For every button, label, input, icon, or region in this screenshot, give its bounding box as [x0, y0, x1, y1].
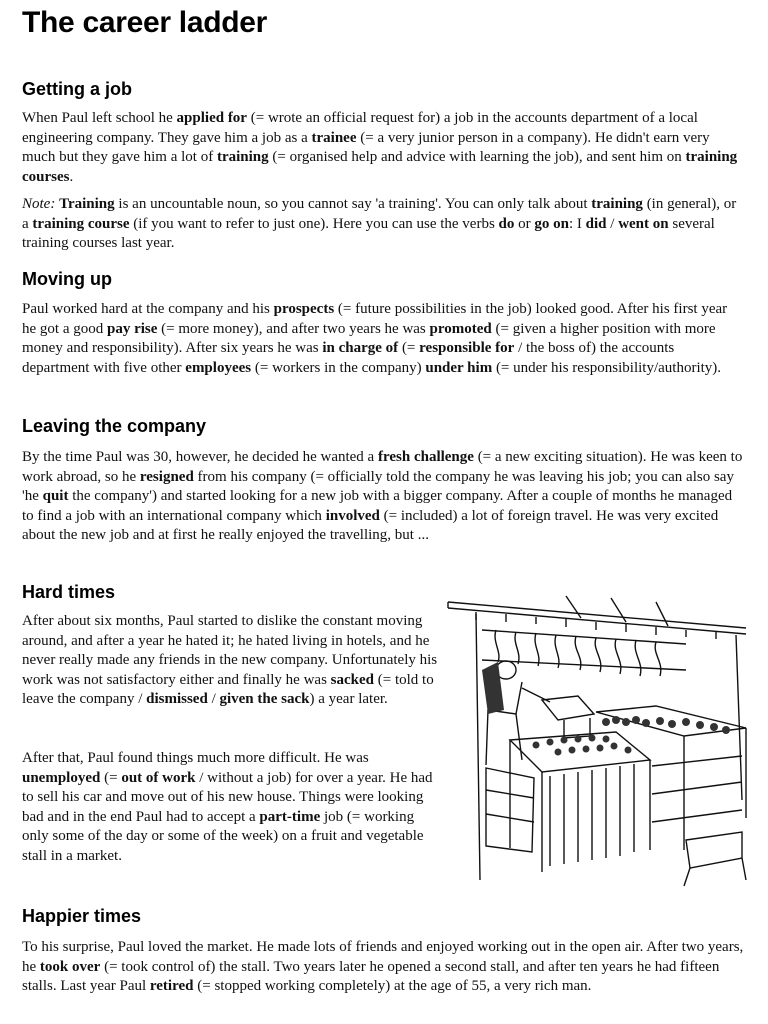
section-heading-moving-up: Moving up [22, 269, 112, 289]
key-term: training course [32, 215, 130, 232]
paragraph-hard-times-1 [22, 612, 442, 710]
key-term: Training [59, 196, 115, 212]
text-run: (= under his responsibility/authority). [492, 359, 722, 376]
text-run: (= given a higher position with more money and responsibility). After six years he was [22, 320, 716, 357]
text-run: ) a year later. [309, 691, 388, 708]
key-term: resigned [139, 468, 194, 485]
note-training [22, 195, 744, 254]
text-run: / [207, 691, 220, 708]
text-run: from his company (= officially told the company he was leaving his job; you can also say 'he [22, 468, 734, 505]
text-run: (= workers in the company) [251, 359, 426, 376]
key-term: go on [534, 215, 569, 232]
text-run: or [514, 215, 535, 232]
key-term: trainee [311, 129, 357, 146]
text-run: (if you want to refer to just one). Here you can use the verbs [129, 215, 499, 232]
text-run: After about six months, Paul started to dislike the constant moving around, and after a year he hated it; he hated living in hotels, and he never really made any friends in the new company. Unfortunately his work was not satisfactory either and finally he was [22, 613, 438, 688]
key-term: do [498, 215, 515, 232]
text-run: (= future possibilities in the job) looked good. After his first year he got a good [22, 301, 728, 337]
key-term: involved [325, 507, 380, 524]
key-term: promoted [429, 320, 492, 337]
key-term: out of work [121, 769, 196, 786]
text-run: is an uncountable noun, so you cannot say 'a training'. You can only talk about [114, 196, 592, 212]
paragraph-moving-up [22, 300, 744, 378]
text-run: (= took control of) the stall. Two years later he opened a second stall, and after ten years he had fifteen stalls. Last year Paul [22, 958, 720, 995]
text-run: Paul worked hard at the company and his [22, 301, 274, 317]
key-term: went on [618, 215, 669, 232]
text-run: After that, Paul found things much more difficult. He was [22, 750, 369, 766]
text-run: (= wrote an official request for) a job in the accounts department of a local engineering company. They gave him a job as a [22, 110, 698, 146]
key-term: dismissed [146, 691, 208, 708]
section-heading-getting-a-job: Getting a job [22, 79, 132, 99]
text-run: the company') and started looking for a new job with a bigger company. After a couple of months he managed to find a job with an international company which [22, 488, 733, 524]
text-run: When Paul left school he [22, 110, 177, 126]
paragraph-leaving-the-company [22, 448, 744, 546]
key-term: training [216, 149, 269, 166]
key-term: employees [185, 359, 252, 376]
key-term: pay rise [106, 320, 158, 337]
text-run: (in general), or a [22, 196, 737, 232]
key-term: fresh challenge [377, 449, 474, 465]
text-run: (= included) a lot of foreign travel. He was very excited about the new job and at first he really enjoyed the travelling, but ... [22, 507, 719, 544]
text-run: To his surprise, Paul loved the market. He made lots of friends and enjoyed working out in the open air. After two years, he [22, 939, 744, 975]
market-stall-illustration [446, 590, 758, 890]
note-label: Note: [22, 196, 56, 212]
key-term: training courses [22, 149, 738, 185]
text-run: (= organised help and advice with learning the job), and sent him on [268, 149, 686, 166]
key-term: unemployed [22, 769, 101, 786]
paragraph-getting-a-job [22, 109, 744, 187]
text-run: (= [398, 340, 420, 357]
text-run: : I [568, 215, 586, 232]
text-run: (= a very junior person in a company). He didn't earn very much but they gave him a lot of [22, 129, 710, 166]
text-run: (= a new exciting situation). He was keen to work abroad, so he [22, 449, 743, 485]
key-term: prospects [273, 301, 335, 317]
text-run: (= more money), and after two years he was [157, 320, 430, 337]
key-term: took over [39, 958, 101, 975]
text-run: . [69, 168, 74, 185]
text-run: (= [100, 769, 122, 786]
key-term: retired [149, 978, 194, 995]
key-term: in charge of [322, 340, 399, 357]
key-term: given the sack [219, 691, 310, 708]
text-run: / [606, 215, 619, 232]
section-heading-happier-times: Happier times [22, 906, 142, 926]
paragraph-hard-times-2 [22, 749, 442, 867]
text-run: / the boss of) the accounts department with five other [22, 340, 675, 376]
key-term: part-time [259, 808, 321, 825]
key-term: responsible for [419, 340, 515, 357]
text-run: By the time Paul was 30, however, he decided he wanted a [22, 449, 378, 465]
key-term: did [585, 215, 607, 232]
key-term: sacked [330, 671, 375, 688]
key-term: applied for [176, 110, 247, 126]
key-term: quit [42, 488, 69, 505]
text-run: several training courses last year. [22, 215, 715, 252]
key-term: training [591, 196, 643, 212]
paragraph-happier-times [22, 938, 744, 997]
key-term: under him [425, 359, 493, 376]
text-run: job (= working only some of the day or some of the week) on a fruit and vegetable stall in a market. [22, 808, 424, 864]
text-run: (= told to leave the company / [22, 671, 434, 708]
text-run: (= stopped working completely) at the age of 55, a very rich man. [193, 978, 592, 995]
section-heading-hard-times: Hard times [22, 582, 116, 602]
page-title: The career ladder [22, 6, 268, 39]
text-run: / without a job) for over a year. He had to sell his car and move out of his new house. Things were looking bad and in the end Paul had to accept a [22, 769, 433, 825]
section-heading-leaving-the-company: Leaving the company [22, 416, 207, 436]
